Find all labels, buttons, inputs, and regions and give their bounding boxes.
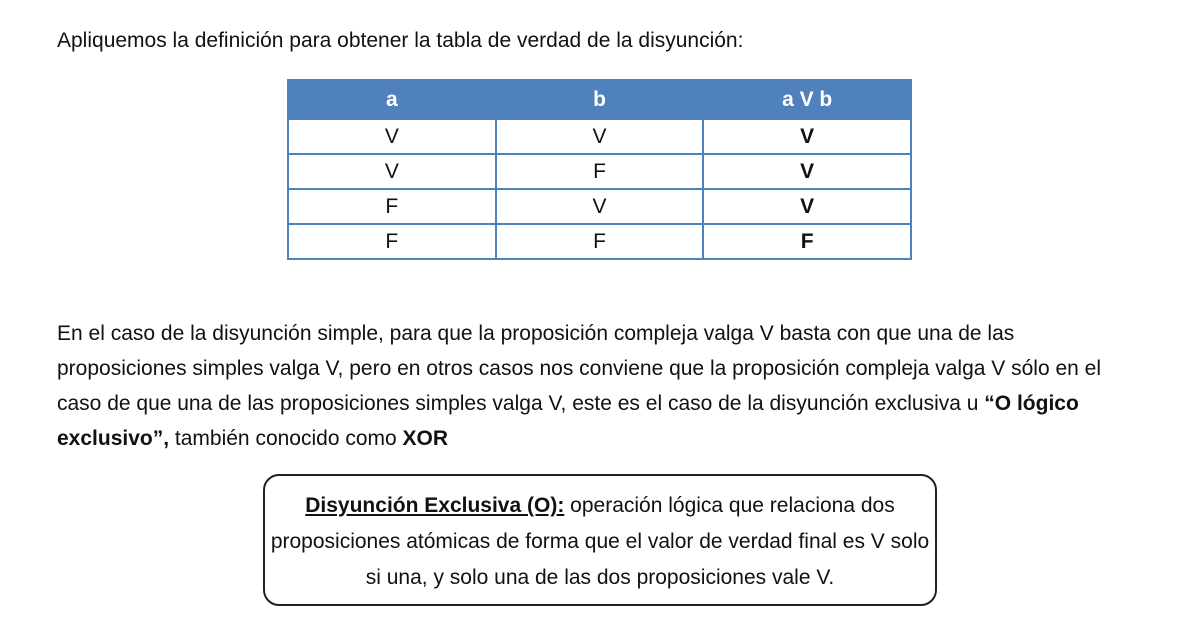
truth-table-body: [288, 119, 911, 259]
definition-text: operación lógica que relaciona dos proposiciones atómicas de forma que el valor de verdad final es V solo si una, y solo una de las dos proposiciones vale V.: [270, 494, 930, 589]
cell-a: V: [288, 154, 496, 189]
paragraph-bold-term: “O lógico exclusivo”,: [57, 392, 1079, 450]
header-row: [288, 80, 911, 119]
truth-table: [287, 79, 912, 260]
cell-b: V: [496, 119, 704, 154]
cell-result: V: [703, 189, 911, 224]
cell-result: V: [703, 119, 911, 154]
table-row: [288, 189, 911, 224]
table-row: [288, 154, 911, 189]
paragraph-text: En el caso de la disyunción simple, para que la proposición compleja valga V basta con que una de las proposiciones simples valga V, pero en otros casos nos conviene que la proposición compleja valga V sólo en el caso de que una de las proposiciones simples valga V, este es el caso de la disyunción exclusiva u: [57, 322, 1102, 415]
cell-result: F: [703, 224, 911, 259]
cell-a: F: [288, 189, 496, 224]
header-cell-result: a V b: [703, 80, 911, 119]
explanation-paragraph: [57, 316, 1147, 456]
intro-text: Apliquemos la definición para obtener la tabla de verdad de la disyunción:: [57, 29, 744, 52]
cell-b: V: [496, 189, 704, 224]
truth-table-header: [288, 80, 911, 119]
paragraph-text-continued: también conocido como: [169, 427, 403, 450]
definition-term: Disyunción Exclusiva (O):: [305, 494, 565, 517]
definition-box: [263, 474, 937, 606]
cell-b: F: [496, 154, 704, 189]
table-row: [288, 119, 911, 154]
cell-b: F: [496, 224, 704, 259]
paragraph-bold-xor: XOR: [402, 427, 449, 450]
cell-result: V: [703, 154, 911, 189]
cell-a: F: [288, 224, 496, 259]
table-row: [288, 224, 911, 259]
header-cell-b: b: [496, 80, 704, 119]
header-cell-a: a: [288, 80, 496, 119]
cell-a: V: [288, 119, 496, 154]
